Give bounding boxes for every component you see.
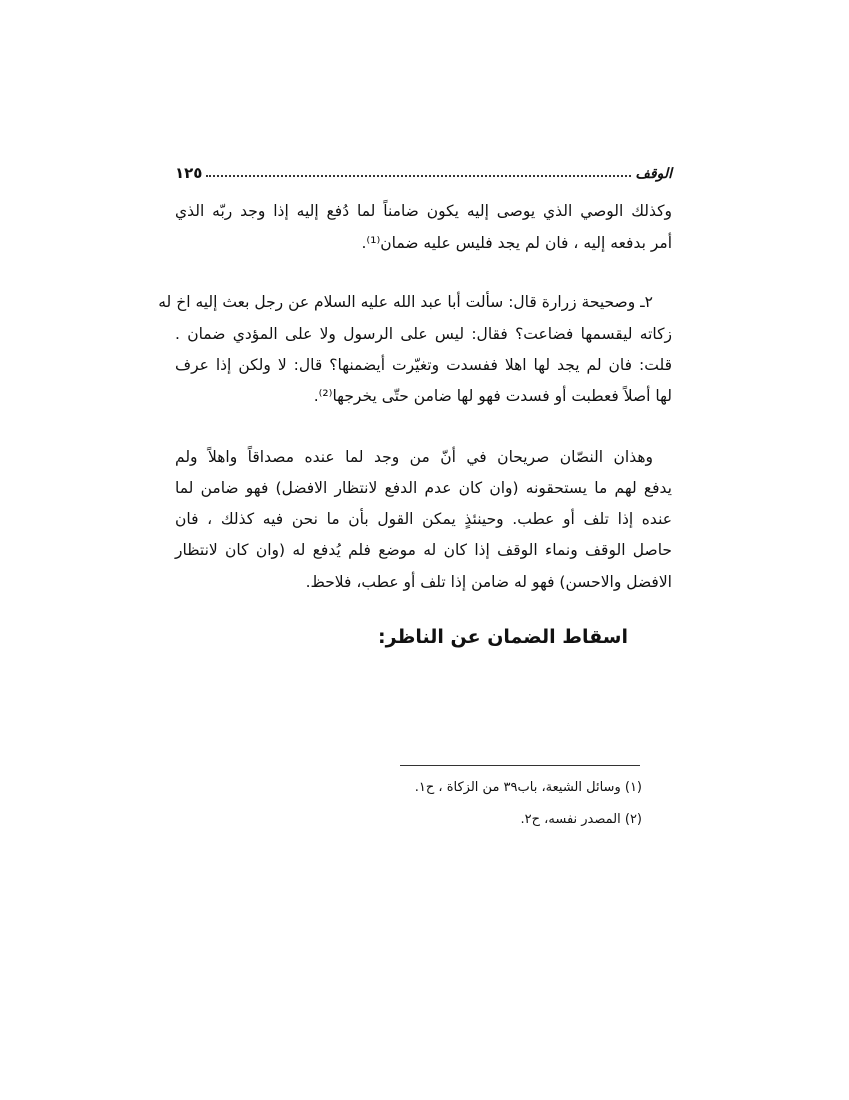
text-line: وكذلك الوصي الذي يوصى إليه يكون ضامناً لما دُفع إليه إذا وجد ربّه الذي <box>175 202 672 220</box>
footnote-1: (١) وسائل الشيعة، باب٣٩ من الزكاة ، ح١. <box>414 780 642 795</box>
text-line: حاصل الوقف ونماء الوقف إذا كان له موضع فلم يُدفع له (وان كان لانتظار <box>175 541 672 559</box>
text-line: ٢ـ وصحيحة زرارة قال: سألت أبا عبد الله عليه السلام عن رجل بعث إليه اخ له <box>158 293 653 311</box>
header-dotted-leader <box>206 175 631 177</box>
text-line: عنده إذا تلف أو عطب. وحينئذٍ يمكن القول بأن ما نحن فيه كذلك ، فان <box>175 510 672 528</box>
text-line: أمر بدفعه إليه ، فان لم يجد فليس عليه ضمان⁽¹⁾. <box>361 234 672 252</box>
text-line: وهذان النصّان صريحان في أنّ من وجد لما عنده مصداقاً واهلاً ولم <box>175 448 653 466</box>
footnote-divider <box>400 765 640 766</box>
header-title: الوقف <box>635 166 672 182</box>
footnote-2: (٢) المصدر نفسه، ح٢. <box>520 812 642 827</box>
page-number: ١٢٥ <box>175 164 203 182</box>
text-line: لها أصلاً فعطبت أو فسدت فهو لها ضامن حتّى يخرجها⁽²⁾. <box>313 387 672 405</box>
running-header <box>175 158 672 182</box>
text-line: الافضل والاحسن) فهو له ضامن إذا تلف أو عطب، فلاحظ. <box>305 573 672 591</box>
text-line: يدفع لهم ما يستحقونه (وان كان عدم الدفع لانتظار الافضل) فهو ضامن لما <box>175 479 672 497</box>
text-line: قلت: فان لم يجد لها اهلا ففسدت وتغيّرت أيضمنها؟ قال: لا ولكن إذا عرف <box>175 356 672 374</box>
section-heading: اسقاط الضمان عن الناظر: <box>378 626 628 648</box>
text-line: زكاته ليقسمها فضاعت؟ فقال: ليس على الرسول ولا على المؤدي ضمان . <box>175 325 672 343</box>
